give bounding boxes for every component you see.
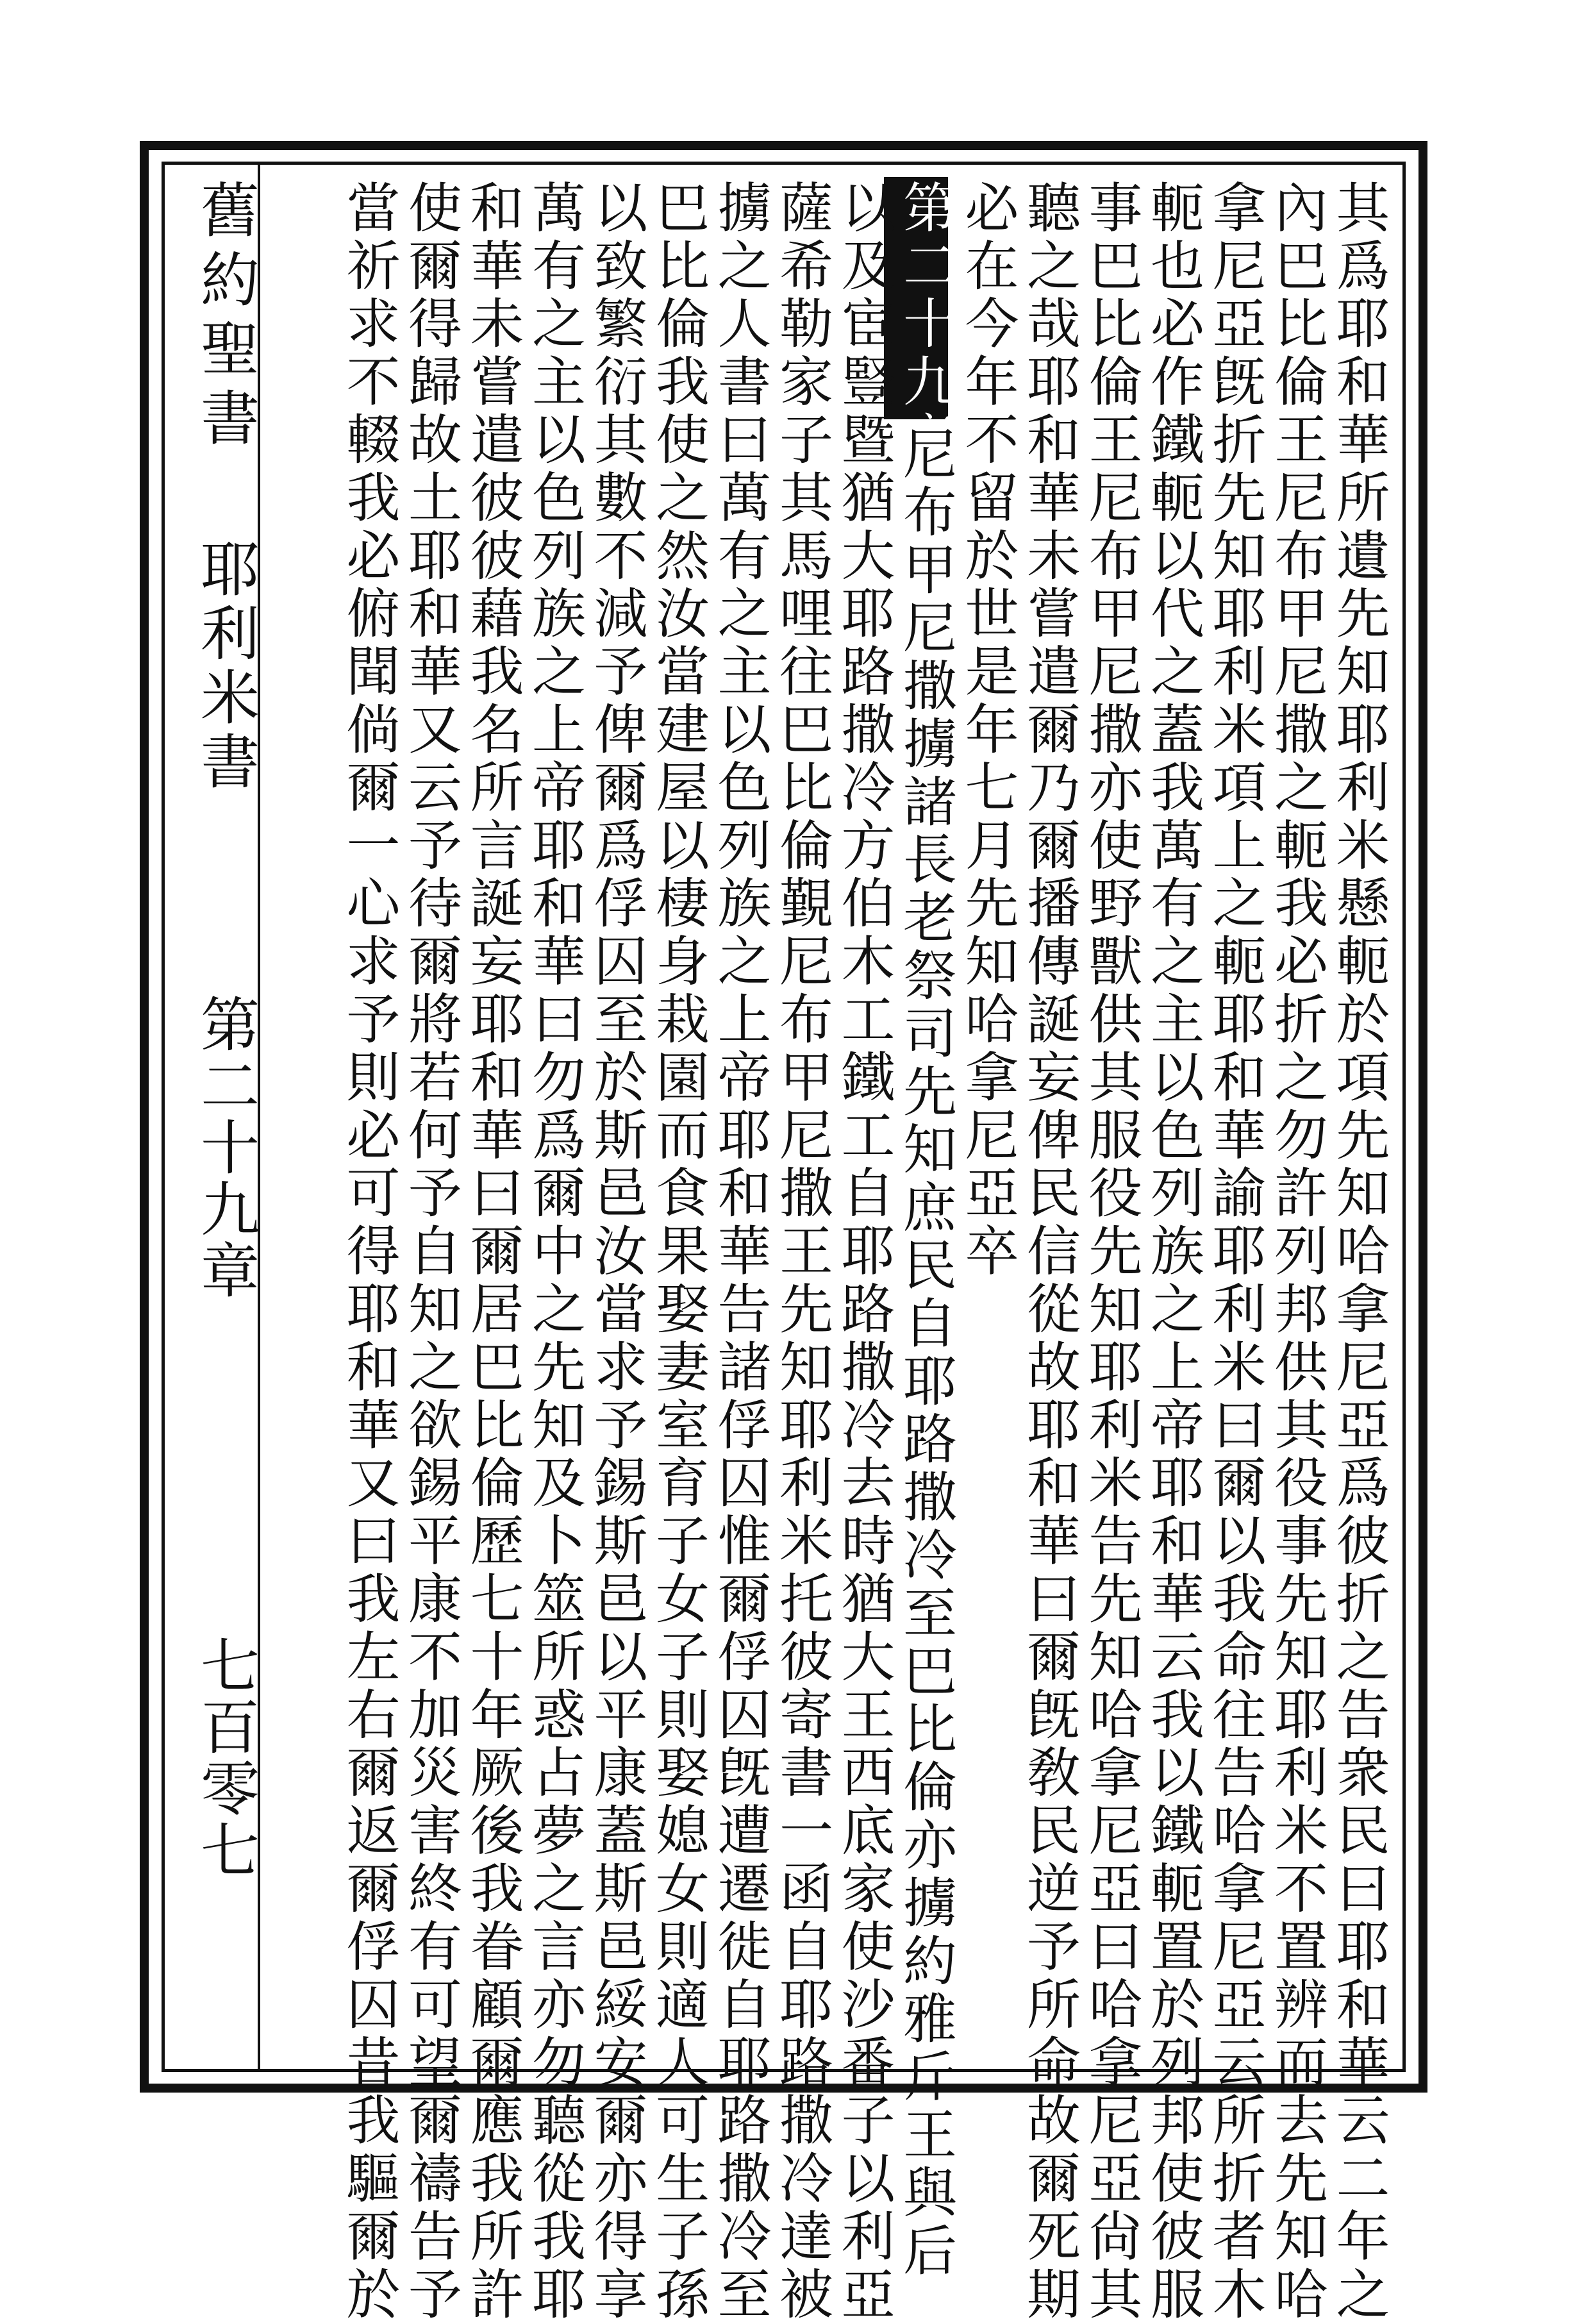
text-column-17: 當祈求不輟我必俯聞倘爾一心求予則必可得耶和華又曰我左右爾返爾俘囚昔我驅爾於 (338, 180, 401, 2324)
text-column-6: 聽之哉耶和華未嘗遣爾乃爾播傳誕妄俾民信從故耶和華曰爾旣敎民逆予所命故爾死期 (1018, 180, 1081, 2324)
margin-book-name: 耶利米書 (191, 539, 260, 795)
text-column-12: 巴比倫我使之然汝當建屋以棲身栽園而食果娶妻室育子女子則娶媳女則適人可生子孫 (647, 180, 710, 2324)
text-column-4: 軛也必作鐵軛以代之蓋我萬有之主以色列族之上帝耶和華云我以鐵軛置於列邦使彼服 (1142, 180, 1205, 2324)
text-column-13: 以致繁衍其數不減予俾爾爲俘囚至於斯邑汝當求予錫斯邑以平康蓋斯邑綏安爾亦得享 (585, 180, 648, 2324)
text-column-3: 拿尼亞旣折先知耶利米項上之軛耶和華諭耶利米曰爾以我命往告哈拿尼亞云所折者木 (1204, 180, 1267, 2324)
text-column-10: 薩希勒家子其馬哩往巴比倫覲尼布甲尼撒王先知耶利米托彼寄書一函自耶路撒冷達被 (770, 180, 834, 2324)
text-column-16: 使爾得歸故土耶和華又云予待爾將若何予自知之欲錫平康不加災害終有可望爾禱告予 (399, 180, 463, 2324)
text-column-5: 事巴比倫王尼布甲尼撒亦使野獸供其服役先知耶利米告先知哈拿尼亞曰哈拿尼亞尙其 (1080, 180, 1143, 2324)
text-column-14: 萬有之主以色列族之上帝耶和華曰勿爲爾中之先知及卜筮所惑占夢之言亦勿聽從我耶 (523, 180, 587, 2324)
margin-page-number: 七百零七 (191, 1635, 260, 1881)
text-column-11: 擄之人書曰萬有之主以色列族之上帝耶和華告諸俘囚惟爾俘囚旣遭遷徙自耶路撒冷至 (709, 180, 772, 2324)
text-column-15: 和華未嘗遣彼彼藉我名所言誕妄耶和華曰爾居巴比倫歷七十年厥後我眷顧爾應我所許 (462, 180, 524, 2324)
text-column-2: 內巴比倫王尼布甲尼撒之軛我必折之勿許列邦供其役事先知耶利米不置辨而去先知哈 (1265, 180, 1329, 2324)
text-column-8: 尼布甲尼撒擄諸長老祭司先知庶民自耶路撒冷至巴比倫亦擄約雅斤王與后 (894, 426, 958, 2280)
text-column-9: 以及宦豎暨猶大耶路撒冷方伯木工鐵工自耶路撒冷去時猶大王西底家使沙番子以利亞 (833, 180, 895, 2324)
margin-book-title: 舊約聖書 (191, 180, 260, 456)
text-column-1: 其爲耶和華所遺先知耶利米懸軛於項先知哈拿尼亞爲彼折之告衆民曰耶和華云二年之 (1327, 180, 1390, 2324)
margin-chapter: 第二十九章 (191, 994, 260, 1301)
chapter-heading: 第二十九章 (894, 180, 958, 469)
text-column-7: 必在今年不留於世是年七月先知哈拿尼亞卒 (956, 180, 1019, 1281)
